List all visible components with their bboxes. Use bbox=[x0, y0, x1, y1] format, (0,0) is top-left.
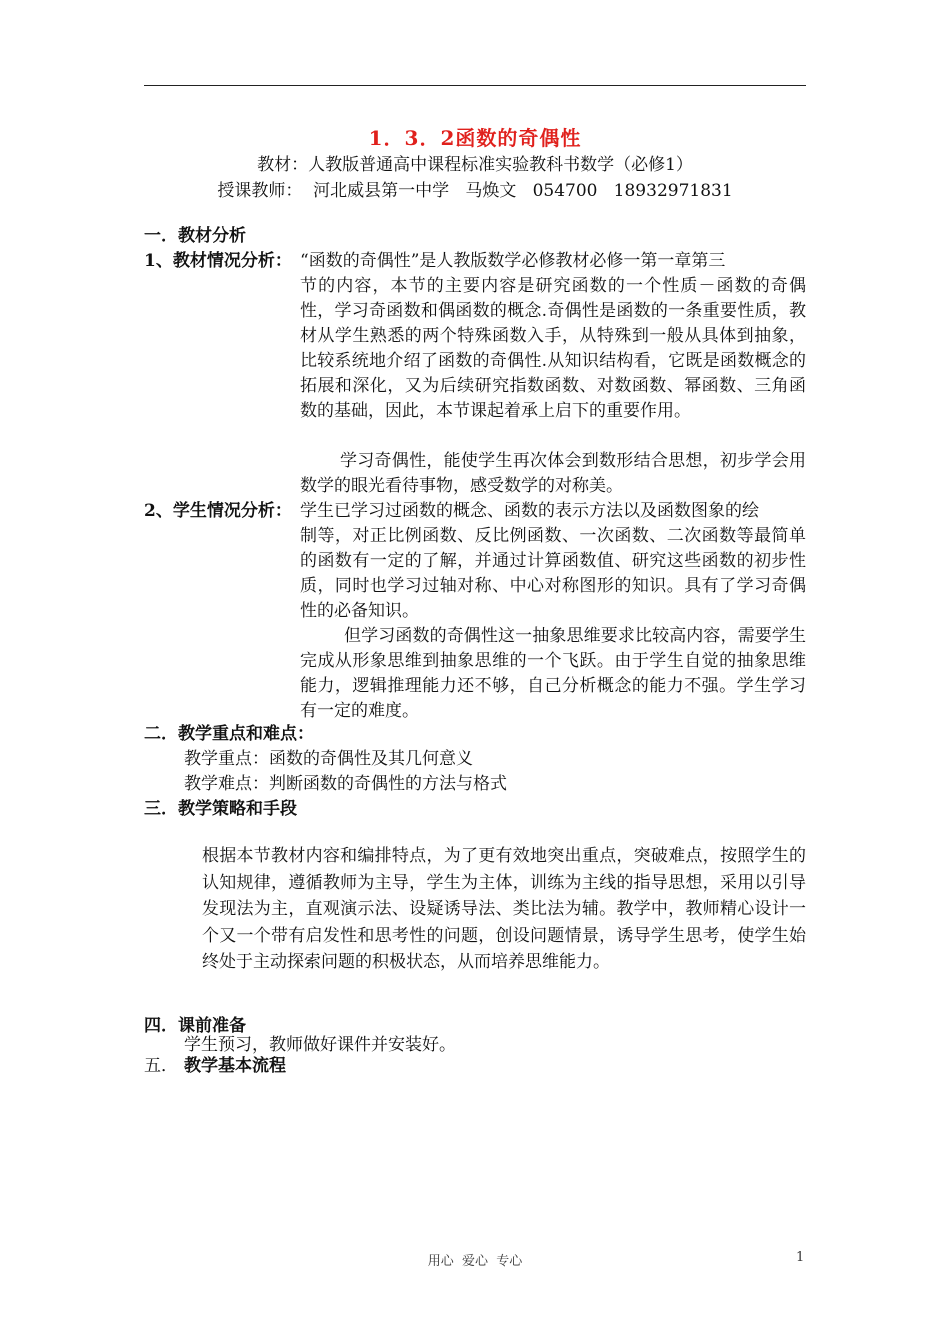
section5-heading: 教学基本流程 bbox=[184, 1056, 286, 1076]
lesson-title: 1．3．2函数的奇偶性 bbox=[368, 126, 582, 150]
section3-body: 根据本节教材内容和编排特点，为了更有效地突出重点，突破难点，按照学生的认知规律，遵循教师为主导，学生为主体，训练为主线的指导思想，采用以引导发现法为主，直观演示法、设疑诱导法、类比法为辅。教学中，教师精心设计一个又一个带有启发性和思考性的问题，创设问题情景，诱导学生思考，使学生始终处于主动探索问题的积极状态，从而培养思维能力。 bbox=[202, 846, 806, 972]
item2-body: 制等，对正比例函数、反比例函数、一次函数、二次函数等最简单的函数有一定的了解，并通过计算函数值、研究这些函数的初步性质，同时也学习过轴对称、中心对称图形的知识。具有了学习奇偶性的必备知识。 bbox=[300, 526, 806, 621]
item1-label: 1、教材情况分析： bbox=[144, 251, 292, 271]
section5-number: 五． bbox=[144, 1056, 178, 1076]
teacher-line: 授课教师： 河北威县第一中学 马焕文 054700 18932971831 bbox=[217, 181, 733, 201]
section4-body: 学生预习，教师做好课件并安装好。 bbox=[184, 1035, 456, 1055]
header-rule bbox=[144, 85, 806, 86]
page-number: 1 bbox=[796, 1250, 805, 1265]
section1-heading: 一．教材分析 bbox=[144, 226, 246, 246]
footer-motto: 用心 爱心 专心 bbox=[427, 1254, 523, 1269]
item2-body2: 但学习函数的奇偶性这一抽象思维要求比较高内容，需要学生完成从形象思维到抽象思维的一个飞跃。由于学生自觉的抽象思维能力，逻辑推理能力还不够，自己分析概念的能力不强。学生学习有一定的难度。 bbox=[300, 626, 806, 721]
item2-label: 2、学生情况分析： bbox=[144, 501, 292, 521]
teaching-focus: 教学重点：函数的奇偶性及其几何意义 bbox=[184, 749, 473, 769]
textbook-line: 教材：人教版普通高中课程标准实验教科书数学（必修1） bbox=[257, 155, 693, 175]
item2-first-line: 学生已学习过函数的概念、函数的表示方法以及函数图象的绘 bbox=[300, 501, 759, 521]
section3-heading: 三．教学策略和手段 bbox=[144, 799, 297, 819]
item1-first-line: “函数的奇偶性”是人教版数学必修教材必修一第一章第三 bbox=[300, 251, 726, 271]
item1-body: 节的内容，本节的主要内容是研究函数的一个性质－函数的奇偶性，学习奇函数和偶函数的概念.奇偶性是函数的一条重要性质，教材从学生熟悉的两个特殊函数入手，从特殊到一般从具体到抽象，比较系统地介绍了函数的奇偶性.从知识结构看，它既是函数概念的拓展和深化，又为后续研究指数函数、对数函数、幂函数、三角函数的基础，因此，本节课起着承上启下的重要作用。 bbox=[300, 276, 806, 421]
section4-heading: 四．课前准备 bbox=[144, 1016, 246, 1036]
section2-heading: 二．教学重点和难点： bbox=[144, 724, 314, 744]
item1-body2: 学习奇偶性，能使学生再次体会到数形结合思想，初步学会用数学的眼光看待事物，感受数学的对称美。 bbox=[300, 451, 806, 496]
teaching-difficulty: 教学难点：判断函数的奇偶性的方法与格式 bbox=[184, 774, 507, 794]
